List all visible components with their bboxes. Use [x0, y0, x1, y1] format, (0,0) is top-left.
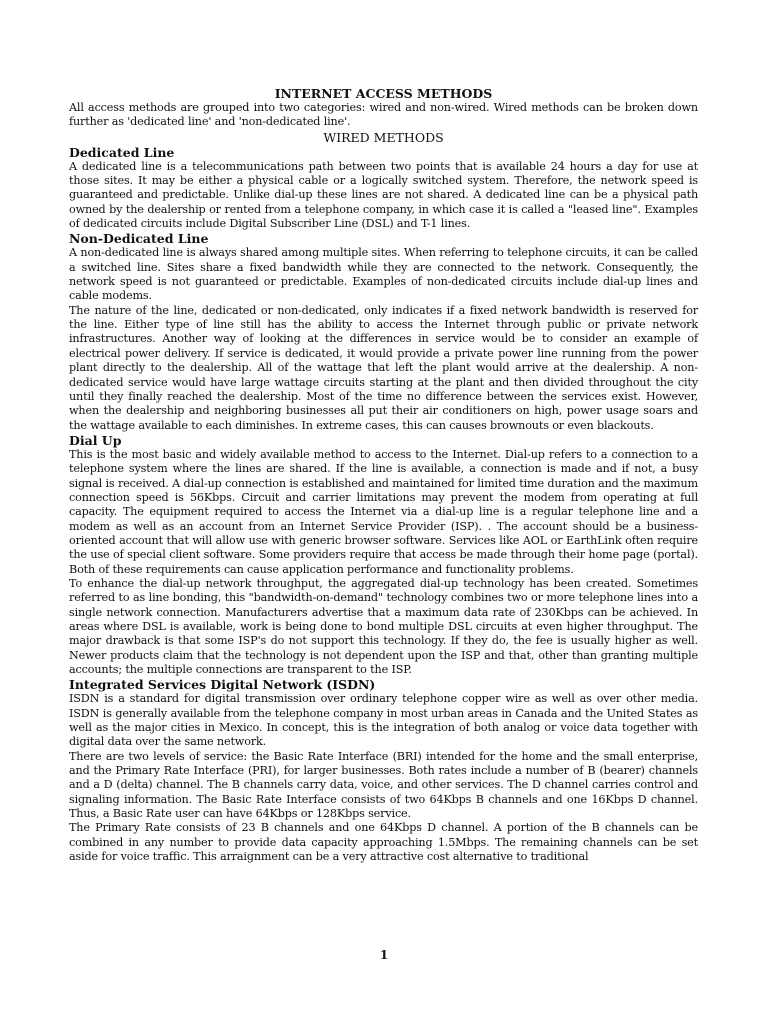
paragraph-dedicated-line: A dedicated line is a telecommunications path between two points that is available 24 hours a day for use at those sites. It may be either a physical cable or a logically switched system. Therefore, the network speed is guaranteed and predictable. Unlike dial-up these lines are not shared. A dedicated line can be a physical path owned by the dealership or rented from a telephone company, in which case it is called a "leased line". Examples of dedicated circuits include Digital Subscriber Line (DSL) and T-1 lines.	[69, 159, 698, 231]
intro-paragraph: All access methods are grouped into two categories: wired and non-wired. Wired methods can be broken down further as 'dedicated line' and 'non-dedicated line'.	[69, 101, 698, 129]
heading-dial-up: Dial Up	[69, 432, 122, 448]
paragraph-non-dedicated-line-2: The nature of the line, dedicated or non-dedicated, only indicates if a fixed network bandwidth is reserved for the line. Either type of line still has the ability to access the Internet through public or private network infrastructures. Another way of looking at the differences in service would be to consider an example of electrical power delivery. If service is dedicated, it would provide a private power line running from the power plant directly to the dealership. All of the wattage that left the plant would arrive at the dealership. A non-dedicated service would have large wattage circuits starting at the plant and then divided throughout the city until they finally reached the dealership. Most of the time no difference between the services exist. However, when the dealership and neighboring businesses all put their air conditioners on high, power usage soars and the wattage available to each diminishes. In extreme cases, this can causes brownouts or even blackouts.	[69, 303, 698, 432]
paragraph-dial-up-2: To enhance the dial-up network throughput, the aggregated dial-up technology has been created. Sometimes referred to as line bonding, this "bandwidth-on-demand" technology combines two or more telephone lines into a single network connection. Manufacturers advertise that a maximum data rate of 230Kbps can be achieved. In areas where DSL is available, work is being done to bond multiple DSL circuits at even higher throughput. The major drawback is that some ISP's do not support this technology. If they do, the fee is usually higher as well. Newer products claim that the technology is not dependent upon the ISP and that, other than granting multiple accounts; the multiple connections are transparent to the ISP.	[69, 576, 698, 677]
section-heading-wired-methods: WIRED METHODS	[323, 129, 444, 145]
heading-non-dedicated-line: Non-Dedicated Line	[69, 231, 209, 247]
document-title: INTERNET ACCESS METHODS	[274, 86, 493, 101]
heading-dedicated-line: Dedicated Line	[69, 144, 175, 160]
paragraph-dial-up-1: This is the most basic and widely available method to access to the Internet. Dial-up refers to a connection to a telephone system where the lines are shared. If the line is available, a connection is made and if not, a busy signal is received. A dial-up connection is established and maintained for limited time duration and the maximum connection speed is 56Kbps. Circuit and carrier limitations may prevent the modem from operating at full capacity. The equipment required to access the Internet via a dial-up line is a regular telephone line and a modem as well as an account from an Internet Service Provider (ISP). . The account should be a business-oriented account that will allow use with generic browser software. Services like AOL or EarthLink often require the use of special client software. Some providers require that access be made through their home page (portal). Both of these requirements can cause application performance and functionality problems.	[69, 447, 698, 576]
heading-isdn: Integrated Services Digital Network (ISDN)	[69, 677, 376, 693]
paragraph-isdn-1: ISDN is a standard for digital transmission over ordinary telephone copper wire as well as over other media. ISDN is generally available from the telephone company in most urban areas in Canada and the United States as well as the major cities in Mexico. In concept, this is the integration of both analog or voice data together with digital data over the same network.	[69, 692, 698, 749]
paragraph-isdn-2: There are two levels of service: the Basic Rate Interface (BRI) intended for the home and the small enterprise, and the Primary Rate Interface (PRI), for larger businesses. Both rates include a number of B (bearer) channels and a D (delta) channel. The B channels carry data, voice, and other services. The D channel carries control and signaling information. The Basic Rate Interface consists of two 64Kbps B channels and one 16Kbps D channel. Thus, a Basic Rate user can have 64Kbps or 128Kbps service.	[69, 749, 698, 821]
paragraph-non-dedicated-line-1: A non-dedicated line is always shared among multiple sites. When referring to telephone circuits, it can be called a switched line. Sites share a fixed bandwidth while they are connected to the network. Consequently, the network speed is not guaranteed or predictable. Examples of non-dedicated circuits include dial-up lines and cable modems.	[69, 246, 698, 303]
paragraph-isdn-3: The Primary Rate consists of 23 B channels and one 64Kbps D channel. A portion of the B channels can be combined in any number to provide data capacity approaching 1.5Mbps. The remaining channels can be set aside for voice traffic. This arraignment can be a very attractive cost alternative to traditional	[69, 821, 698, 864]
page-number: 1	[379, 948, 389, 962]
